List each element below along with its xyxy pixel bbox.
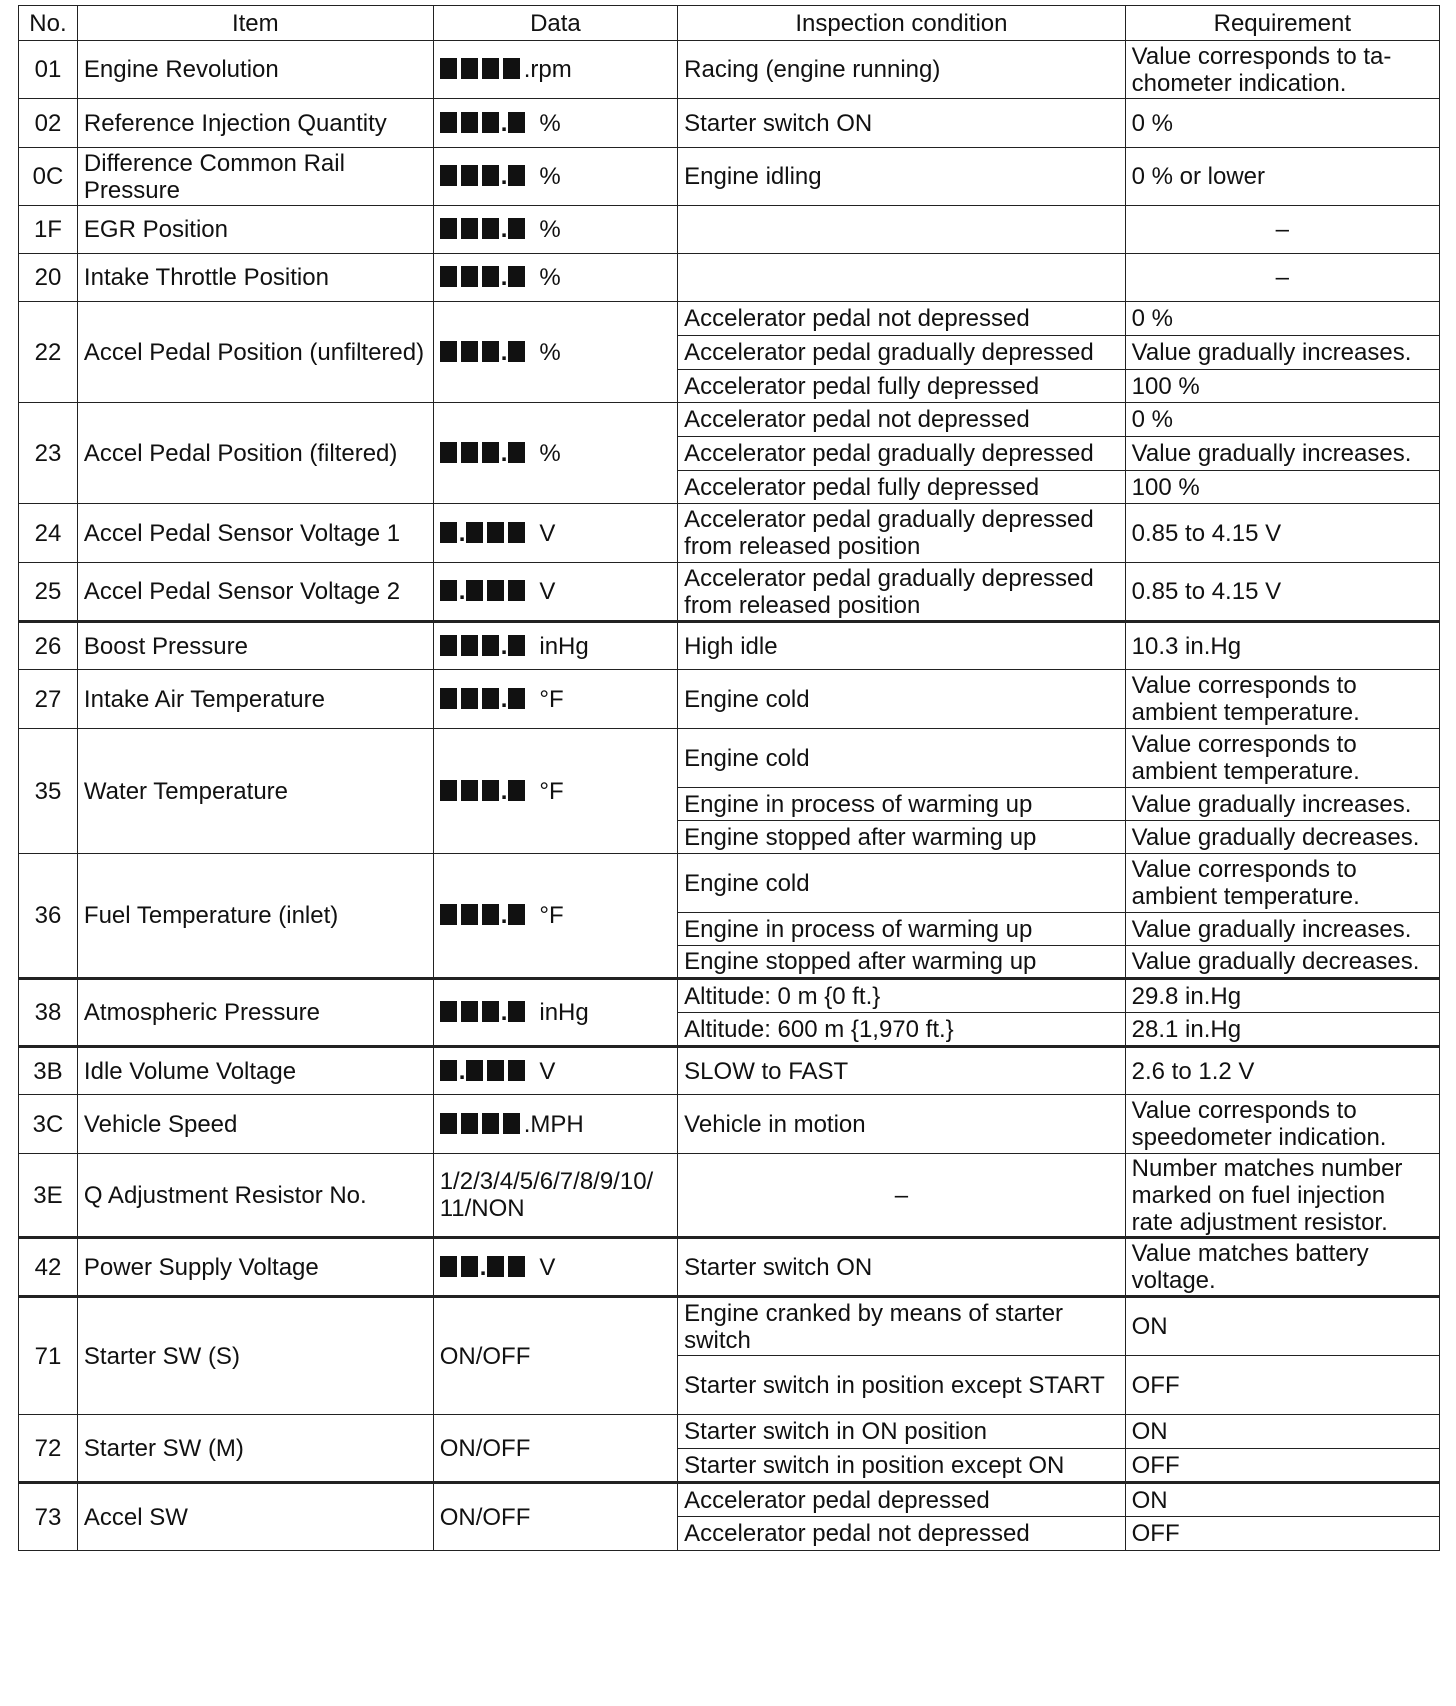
masked-value <box>440 1111 524 1138</box>
requirement: 10.3 in.Hg <box>1125 622 1439 670</box>
header-data: Data <box>433 6 677 41</box>
decimal-point: . <box>500 632 508 660</box>
data-display <box>433 403 677 504</box>
decimal-point: . <box>500 439 508 467</box>
item-name: Boost Pressure <box>77 622 433 670</box>
inspection-condition: Racing (engine running) <box>678 41 1125 99</box>
digit-block <box>482 1113 499 1134</box>
inspection-condition: Accelerator pedal gradually depressed <box>678 336 1125 370</box>
data-display: 1/2/3/4/5/6/7/8/9/10/ 11/NON <box>433 1154 677 1238</box>
digit-block <box>508 522 525 543</box>
inspection-condition: Engine stopped after warming up <box>678 946 1125 979</box>
inspection-condition: Altitude: 600 m {1,970 ft.} <box>678 1013 1125 1047</box>
digit-block <box>440 218 457 239</box>
digit-block <box>440 580 457 601</box>
unit-label: % <box>539 216 561 243</box>
requirement: 100 % <box>1125 471 1439 504</box>
data-display <box>433 563 677 622</box>
masked-value <box>440 216 530 243</box>
inspection-condition: Engine cold <box>678 854 1125 913</box>
requirement: Value gradually increases. <box>1125 913 1439 946</box>
digit-block <box>508 112 525 133</box>
inspection-condition: Accelerator pedal not depressed <box>678 403 1125 437</box>
digit-block <box>508 341 525 362</box>
row-number: 26 <box>19 622 78 670</box>
requirement: 0 % <box>1125 99 1439 148</box>
requirement: OFF <box>1125 1356 1439 1415</box>
row-number: 0C <box>19 148 78 206</box>
digit-block <box>508 266 525 287</box>
requirement: Value gradually decreases. <box>1125 821 1439 854</box>
decimal-point: . <box>479 1253 487 1281</box>
decimal-point: . <box>500 216 508 243</box>
requirement: OFF <box>1125 1517 1439 1551</box>
digit-block <box>508 580 525 601</box>
unit-label: V <box>539 519 556 547</box>
data-display <box>433 302 677 403</box>
inspection-condition: Accelerator pedal fully depressed <box>678 471 1125 504</box>
digit-block <box>487 580 504 601</box>
unit-label: V <box>539 578 556 605</box>
header-no: No. <box>19 6 78 41</box>
row-number: 3C <box>19 1095 78 1154</box>
data-display <box>433 99 677 148</box>
digit-block <box>440 58 457 79</box>
masked-value <box>440 440 530 467</box>
requirement: ON <box>1125 1483 1439 1517</box>
digit-block <box>440 442 457 463</box>
digit-block <box>461 112 478 133</box>
data-display <box>433 1095 677 1154</box>
requirement: Value matches battery voltage. <box>1125 1238 1439 1297</box>
unit-label: inHg <box>539 632 589 660</box>
unit-label: V <box>539 1253 556 1281</box>
table-row <box>19 729 1440 788</box>
inspection-condition: Starter switch in ON position <box>678 1415 1125 1449</box>
masked-value <box>440 686 530 713</box>
digit-block <box>482 218 499 239</box>
digit-block <box>487 522 504 543</box>
digit-block <box>482 635 499 656</box>
inspection-condition: Engine stopped after warming up <box>678 821 1125 854</box>
decimal-point: . <box>500 264 508 291</box>
unit-label: .rpm <box>523 56 572 83</box>
requirement: Value gradually increases. <box>1125 336 1439 370</box>
digit-block <box>466 1060 483 1081</box>
requirement: 0 % <box>1125 302 1439 336</box>
digit-block <box>461 58 478 79</box>
inspection-condition: Accelerator pedal depressed <box>678 1483 1125 1517</box>
digit-block <box>461 218 478 239</box>
data-display <box>433 504 677 563</box>
table-row <box>19 99 1440 148</box>
decimal-point: . <box>458 578 466 605</box>
unit-label: % <box>539 163 561 190</box>
row-number: 36 <box>19 854 78 979</box>
row-number: 23 <box>19 403 78 504</box>
row-number: 3B <box>19 1047 78 1095</box>
requirement: Value corresponds to ambient temperature. <box>1125 854 1439 913</box>
digit-block <box>508 1256 525 1277</box>
inspection-condition: Vehicle in motion <box>678 1095 1125 1154</box>
data-display <box>433 41 677 99</box>
table-row <box>19 670 1440 729</box>
masked-value <box>440 578 530 605</box>
item-name: Accel Pedal Sensor Voltage 2 <box>77 563 433 622</box>
digit-block <box>482 1001 499 1022</box>
digit-block <box>440 904 457 925</box>
row-number: 20 <box>19 254 78 302</box>
masked-value <box>440 264 530 291</box>
digit-block <box>508 442 525 463</box>
inspection-condition: Accelerator pedal gradually depressed from released position <box>678 563 1125 622</box>
data-display <box>433 729 677 854</box>
decimal-point: . <box>500 338 508 366</box>
data-display: ON/OFF <box>433 1297 677 1415</box>
inspection-condition: Engine cold <box>678 670 1125 729</box>
unit-label: inHg <box>539 999 589 1026</box>
table-row <box>19 1483 1440 1517</box>
item-name: Idle Volume Voltage <box>77 1047 433 1095</box>
requirement: Value gradually increases. <box>1125 788 1439 821</box>
digit-block <box>440 112 457 133</box>
digit-block <box>487 1060 504 1081</box>
table-row <box>19 1047 1440 1095</box>
header-item: Item <box>77 6 433 41</box>
digit-block <box>461 442 478 463</box>
item-name: Engine Revolution <box>77 41 433 99</box>
row-number: 73 <box>19 1483 78 1551</box>
requirement: 28.1 in.Hg <box>1125 1013 1439 1047</box>
item-name: Starter SW (S) <box>77 1297 433 1415</box>
item-name: Water Temperature <box>77 729 433 854</box>
item-name: Accel SW <box>77 1483 433 1551</box>
requirement: 29.8 in.Hg <box>1125 979 1439 1013</box>
unit-label: % <box>539 439 561 467</box>
digit-block <box>482 904 499 925</box>
table-row <box>19 206 1440 254</box>
item-name: Difference Common Rail Pressure <box>77 148 433 206</box>
digit-block <box>482 266 499 287</box>
item-name: Accel Pedal Sensor Voltage 1 <box>77 504 433 563</box>
digit-block <box>461 266 478 287</box>
data-display <box>433 1238 677 1297</box>
digit-block <box>440 635 457 656</box>
digit-block <box>466 522 483 543</box>
digit-block <box>461 1001 478 1022</box>
digit-block <box>466 580 483 601</box>
digit-block <box>508 635 525 656</box>
row-number: 35 <box>19 729 78 854</box>
decimal-point: . <box>458 519 466 547</box>
masked-value <box>440 902 530 929</box>
unit-label: °F <box>539 685 564 713</box>
item-name: EGR Position <box>77 206 433 254</box>
digit-block <box>482 442 499 463</box>
item-name: Reference Injection Quantity <box>77 99 433 148</box>
table-row <box>19 403 1440 437</box>
digit-block <box>461 1113 478 1134</box>
digit-block <box>482 112 499 133</box>
digit-block <box>461 688 478 709</box>
digit-block <box>440 688 457 709</box>
requirement: Value gradually decreases. <box>1125 946 1439 979</box>
digit-block <box>508 1001 525 1022</box>
requirement: Number matches number marked on fuel injection rate adjustment resistor. <box>1125 1154 1439 1238</box>
requirement: Value gradually increases. <box>1125 437 1439 471</box>
row-number: 42 <box>19 1238 78 1297</box>
digit-block <box>440 1256 457 1277</box>
digit-block <box>508 688 525 709</box>
masked-value <box>440 110 530 137</box>
masked-value <box>440 999 530 1026</box>
table-row <box>19 148 1440 206</box>
inspection-condition: High idle <box>678 622 1125 670</box>
inspection-condition <box>678 206 1125 254</box>
requirement: 0 % <box>1125 403 1439 437</box>
row-number: 25 <box>19 563 78 622</box>
requirement: – <box>1125 206 1439 254</box>
digit-block <box>508 904 525 925</box>
masked-value <box>440 778 530 805</box>
table-row <box>19 1415 1440 1449</box>
header-condition: Inspection condition <box>678 6 1125 41</box>
table-row <box>19 622 1440 670</box>
item-name: Intake Throttle Position <box>77 254 433 302</box>
digit-block <box>482 58 499 79</box>
inspection-condition: Engine in process of warming up <box>678 788 1125 821</box>
inspection-condition <box>678 254 1125 302</box>
row-number: 38 <box>19 979 78 1047</box>
digit-block <box>503 1113 520 1134</box>
requirement: Value corresponds to ambient temperature. <box>1125 670 1439 729</box>
inspection-condition: Accelerator pedal not depressed <box>678 302 1125 336</box>
row-number: 24 <box>19 504 78 563</box>
data-display <box>433 206 677 254</box>
requirement: – <box>1125 254 1439 302</box>
digit-block <box>503 58 520 79</box>
table-row <box>19 1297 1440 1356</box>
item-name: Q Adjustment Resistor No. <box>77 1154 433 1238</box>
requirement: ON <box>1125 1415 1439 1449</box>
digit-block <box>440 266 457 287</box>
row-number: 71 <box>19 1297 78 1415</box>
data-display <box>433 979 677 1047</box>
digit-block <box>440 341 457 362</box>
table-row <box>19 41 1440 99</box>
item-name: Starter SW (M) <box>77 1415 433 1483</box>
digit-block <box>440 522 457 543</box>
item-name: Accel Pedal Position (filtered) <box>77 403 433 504</box>
inspection-condition: Engine cold <box>678 729 1125 788</box>
data-display <box>433 854 677 979</box>
table-row <box>19 563 1440 622</box>
inspection-condition: Engine idling <box>678 148 1125 206</box>
digit-block <box>440 1001 457 1022</box>
requirement: Value corresponds to ambient temperature. <box>1125 729 1439 788</box>
inspection-table <box>18 5 1440 1551</box>
digit-block <box>482 780 499 801</box>
unit-label: % <box>539 264 561 291</box>
header-requirement: Requirement <box>1125 6 1439 41</box>
masked-value <box>440 1058 530 1085</box>
digit-block <box>482 165 499 186</box>
masked-value <box>440 520 530 547</box>
data-display: ON/OFF <box>433 1483 677 1551</box>
requirement: Value corresponds to speedometer indication. <box>1125 1095 1439 1154</box>
inspection-condition: Accelerator pedal gradually depressed from released position <box>678 504 1125 563</box>
masked-value <box>440 56 524 83</box>
row-number: 22 <box>19 302 78 403</box>
data-display <box>433 622 677 670</box>
digit-block <box>440 780 457 801</box>
unit-label: % <box>539 109 561 137</box>
inspection-condition: Engine cranked by means of starter switch <box>678 1297 1125 1356</box>
digit-block <box>508 165 525 186</box>
digit-block <box>440 1113 457 1134</box>
digit-block <box>461 341 478 362</box>
header-row <box>19 6 1440 41</box>
masked-value <box>440 163 530 190</box>
item-name: Accel Pedal Position (unfiltered) <box>77 302 433 403</box>
requirement: ON <box>1125 1297 1439 1356</box>
digit-block <box>508 218 525 239</box>
table-row <box>19 979 1440 1013</box>
data-display <box>433 148 677 206</box>
digit-block <box>461 904 478 925</box>
inspection-condition: SLOW to FAST <box>678 1047 1125 1095</box>
requirement: 100 % <box>1125 370 1439 403</box>
masked-value <box>440 1254 530 1281</box>
data-display <box>433 1047 677 1095</box>
item-name: Intake Air Temperature <box>77 670 433 729</box>
requirement: Value corresponds to ta-chometer indication. <box>1125 41 1439 99</box>
inspection-condition: Starter switch in position except START <box>678 1356 1125 1415</box>
table-row <box>19 1238 1440 1297</box>
item-name: Atmospheric Pressure <box>77 979 433 1047</box>
table-row <box>19 302 1440 336</box>
inspection-condition: Accelerator pedal not depressed <box>678 1517 1125 1551</box>
inspection-condition: – <box>678 1154 1125 1238</box>
decimal-point: . <box>458 1057 466 1085</box>
row-number: 27 <box>19 670 78 729</box>
requirement: 2.6 to 1.2 V <box>1125 1047 1439 1095</box>
decimal-point: . <box>500 685 508 713</box>
unit-label: V <box>539 1057 556 1085</box>
item-name: Power Supply Voltage <box>77 1238 433 1297</box>
masked-value <box>440 339 530 366</box>
digit-block <box>482 688 499 709</box>
inspection-condition: Accelerator pedal gradually depressed <box>678 437 1125 471</box>
digit-block <box>440 1060 457 1081</box>
table-row <box>19 504 1440 563</box>
row-number: 02 <box>19 99 78 148</box>
decimal-point: . <box>500 902 508 929</box>
data-display: ON/OFF <box>433 1415 677 1483</box>
row-number: 1F <box>19 206 78 254</box>
table-row <box>19 1154 1440 1238</box>
unit-label: °F <box>539 777 564 805</box>
inspection-condition: Starter switch ON <box>678 1238 1125 1297</box>
inspection-condition: Starter switch in position except ON <box>678 1449 1125 1483</box>
item-name: Vehicle Speed <box>77 1095 433 1154</box>
inspection-condition: Altitude: 0 m {0 ft.} <box>678 979 1125 1013</box>
inspection-condition: Accelerator pedal fully depressed <box>678 370 1125 403</box>
decimal-point: . <box>500 109 508 137</box>
requirement: 0.85 to 4.15 V <box>1125 504 1439 563</box>
unit-label: .MPH <box>523 1110 584 1138</box>
data-display <box>433 254 677 302</box>
decimal-point: . <box>500 163 508 190</box>
requirement: OFF <box>1125 1449 1439 1483</box>
table-row <box>19 854 1440 913</box>
item-name: Fuel Temperature (inlet) <box>77 854 433 979</box>
digit-block <box>461 635 478 656</box>
row-number: 01 <box>19 41 78 99</box>
digit-block <box>461 165 478 186</box>
masked-value <box>440 633 530 660</box>
requirement: 0.85 to 4.15 V <box>1125 563 1439 622</box>
digit-block <box>461 780 478 801</box>
digit-block <box>440 165 457 186</box>
digit-block <box>508 1060 525 1081</box>
unit-label: °F <box>539 902 564 929</box>
unit-label: % <box>539 338 561 366</box>
decimal-point: . <box>500 999 508 1026</box>
decimal-point: . <box>500 777 508 805</box>
digit-block <box>461 1256 478 1277</box>
table-body <box>19 41 1440 1551</box>
requirement: 0 % or lower <box>1125 148 1439 206</box>
digit-block <box>487 1256 504 1277</box>
row-number: 72 <box>19 1415 78 1483</box>
inspection-condition: Starter switch ON <box>678 99 1125 148</box>
row-number: 3E <box>19 1154 78 1238</box>
data-display <box>433 670 677 729</box>
inspection-condition: Engine in process of warming up <box>678 913 1125 946</box>
table-row <box>19 1095 1440 1154</box>
digit-block <box>482 341 499 362</box>
table-row <box>19 254 1440 302</box>
digit-block <box>508 780 525 801</box>
